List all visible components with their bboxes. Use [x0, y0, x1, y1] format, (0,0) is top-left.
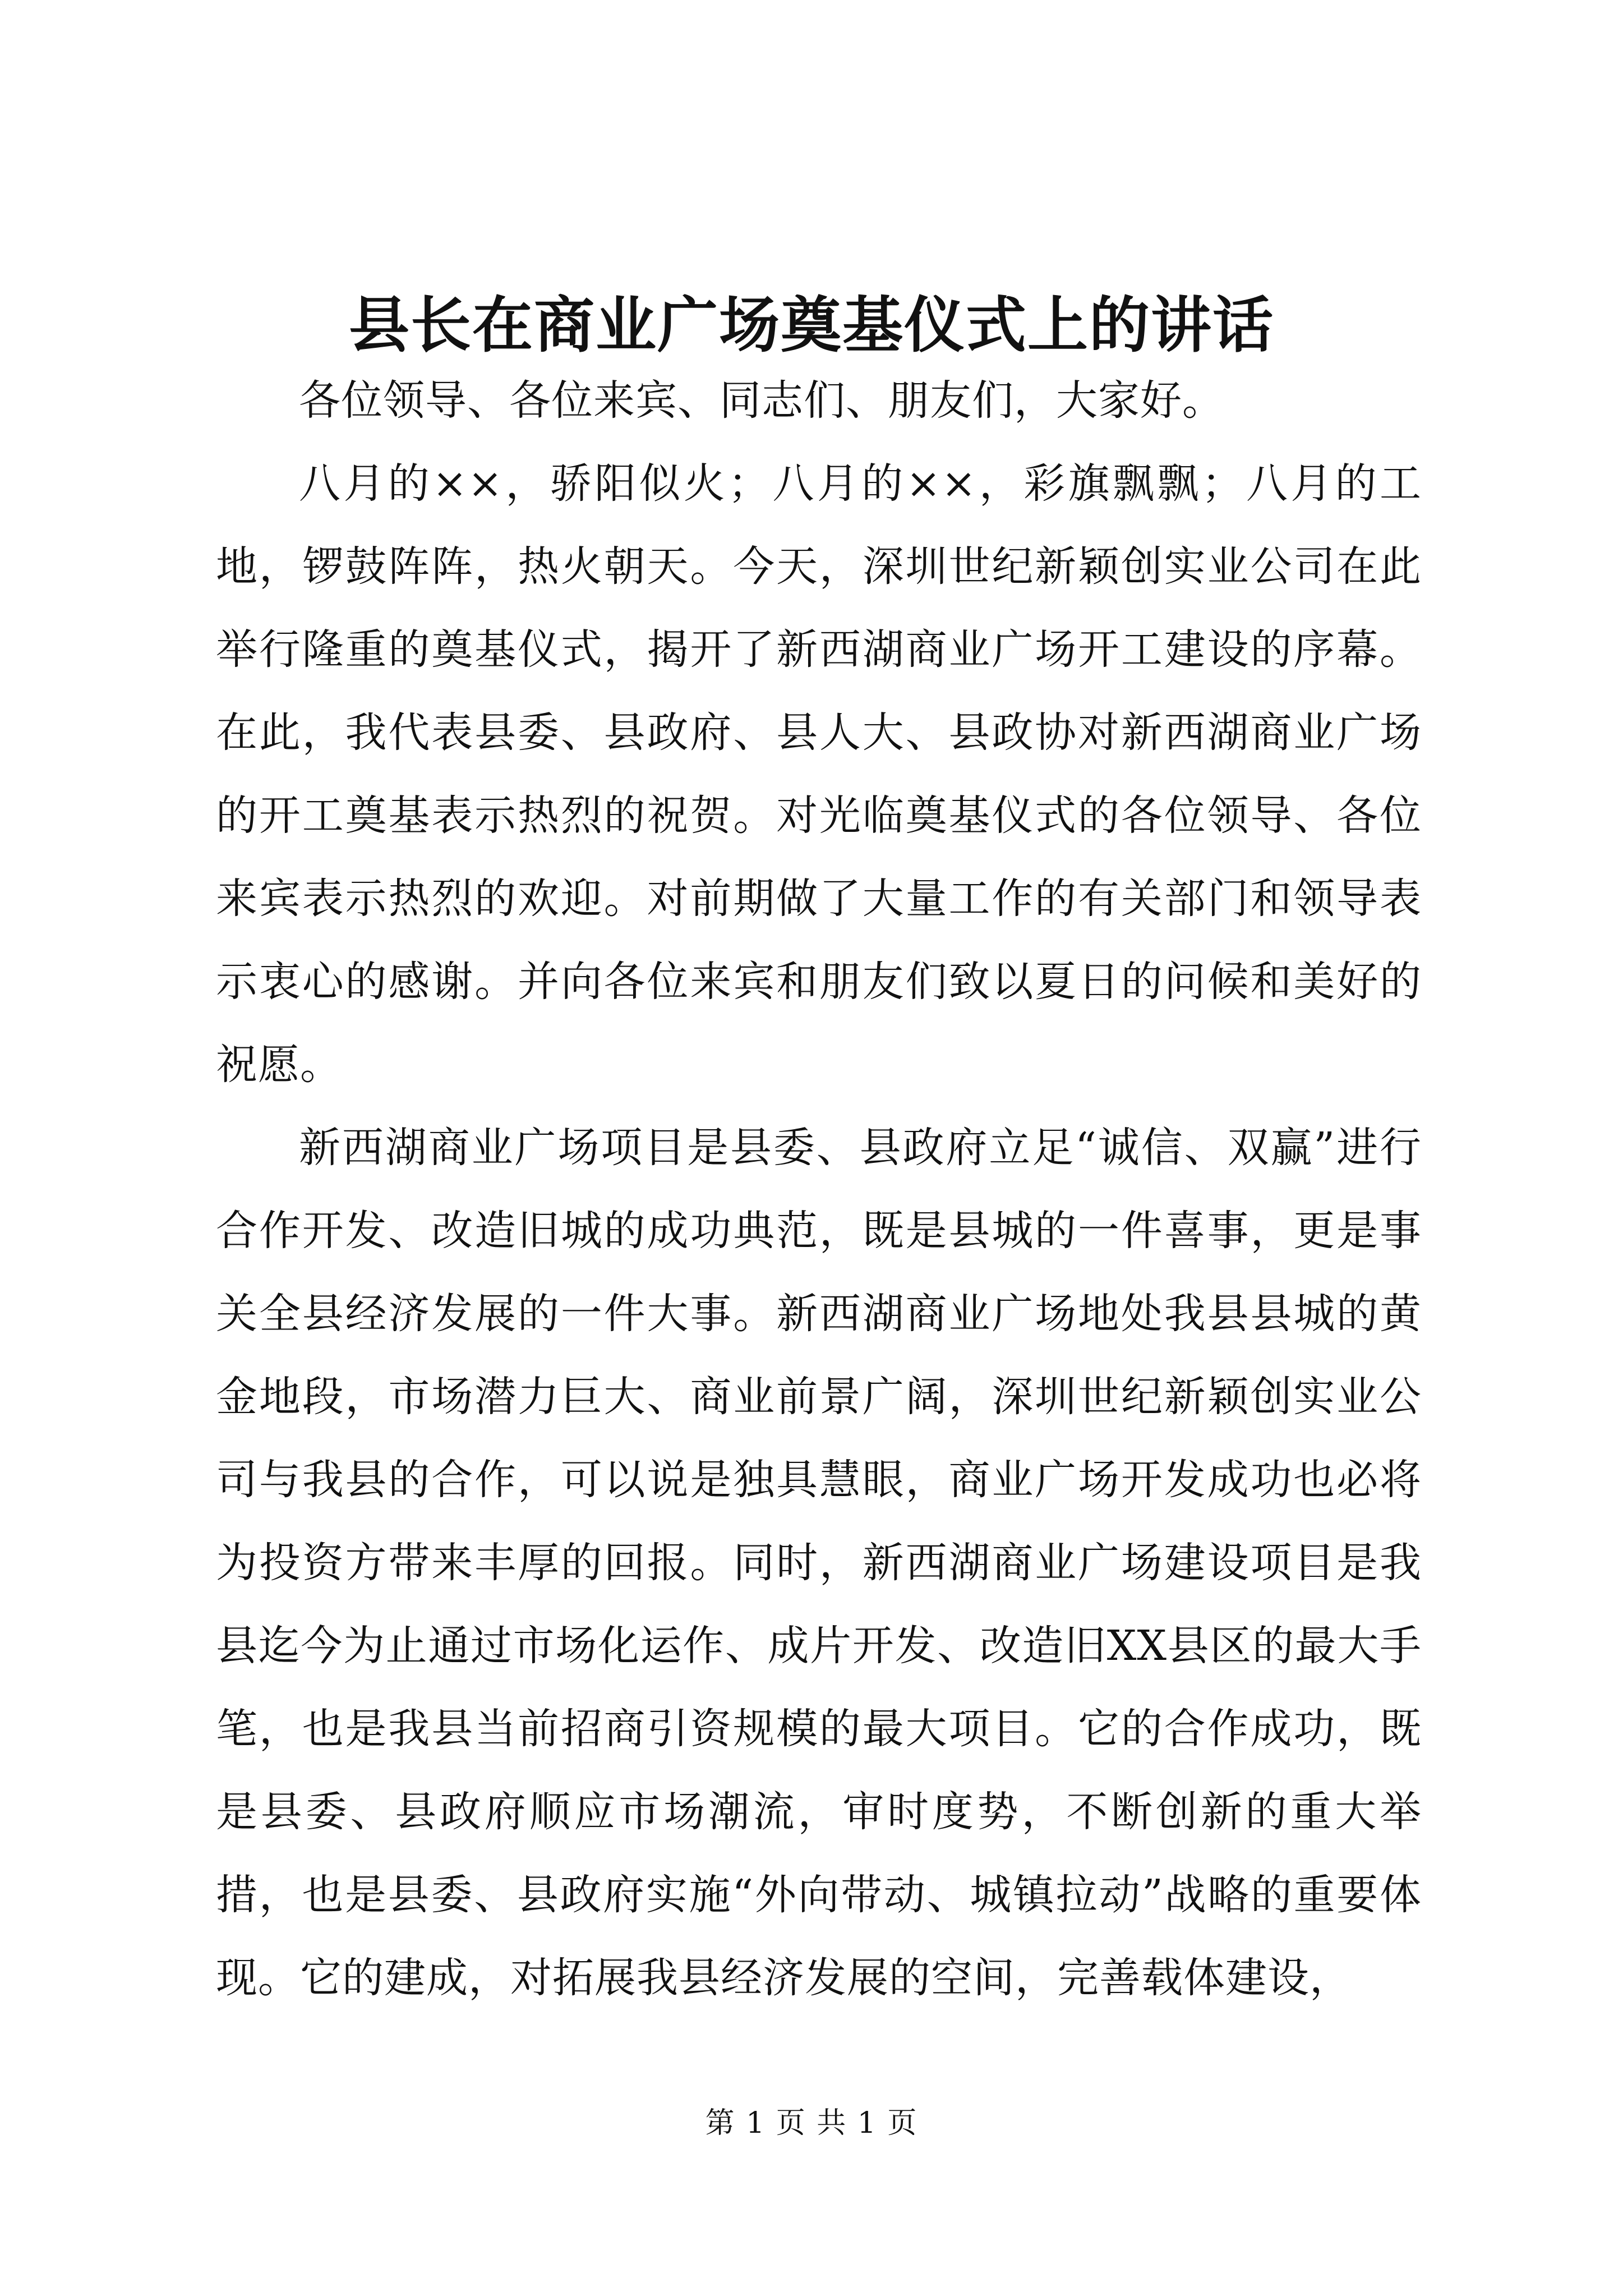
document-body	[216, 359, 1422, 2019]
page-footer: 第 1 页 共 1 页	[705, 2106, 918, 2140]
paragraph-opening: 八月的××，骄阳似火；八月的××，彩旗飘飘；八月的工地，锣鼓阵阵，热火朝天。今天，深圳世纪新颖创实业公司在此举行隆重的奠基仪式，揭开了新西湖商业广场开工建设的序幕。在此，我代表县委、县政府、县人大、县政协对新西湖商业广场的开工奠基表示热烈的祝贺。对光临奠基仪式的各位领导、各位来宾表示热烈的欢迎。对前期做了大量工作的有关部门和领导表示衷心的感谢。并向各位来宾和朋友们致以夏日的问候和美好的祝愿。	[216, 459, 1422, 1089]
paragraph-greeting: 各位领导、各位来宾、同志们、朋友们，大家好。	[299, 376, 1224, 425]
document-title: 县长在商业广场奠基仪式上的讲话	[348, 290, 1274, 361]
paragraph-project-significance: 新西湖商业广场项目是县委、县政府立足“诚信、双赢”进行合作开发、改造旧城的成功典范，既是县城的一件喜事，更是事关全县经济发展的一件大事。新西湖商业广场地处我县县城的黄金地段，市场潜力巨大、商业前景广阔，深圳世纪新颖创实业公司与我县的合作，可以说是独具慧眼，商业广场开发成功也必将为投资方带来丰厚的回报。同时，新西湖商业广场建设项目是我县迄今为止通过市场化运作、成片开发、改造旧XX县区的最大手笔，也是我县当前招商引资规模的最大项目。它的合作成功，既是县委、县政府顺应市场潮流，审时度势，不断创新的重大举措，也是县委、县政府实施“外向带动、城镇拉动”战略的重要体现。它的建成，对拓展我县经济发展的空间，完善载体建设，	[216, 1124, 1422, 2002]
